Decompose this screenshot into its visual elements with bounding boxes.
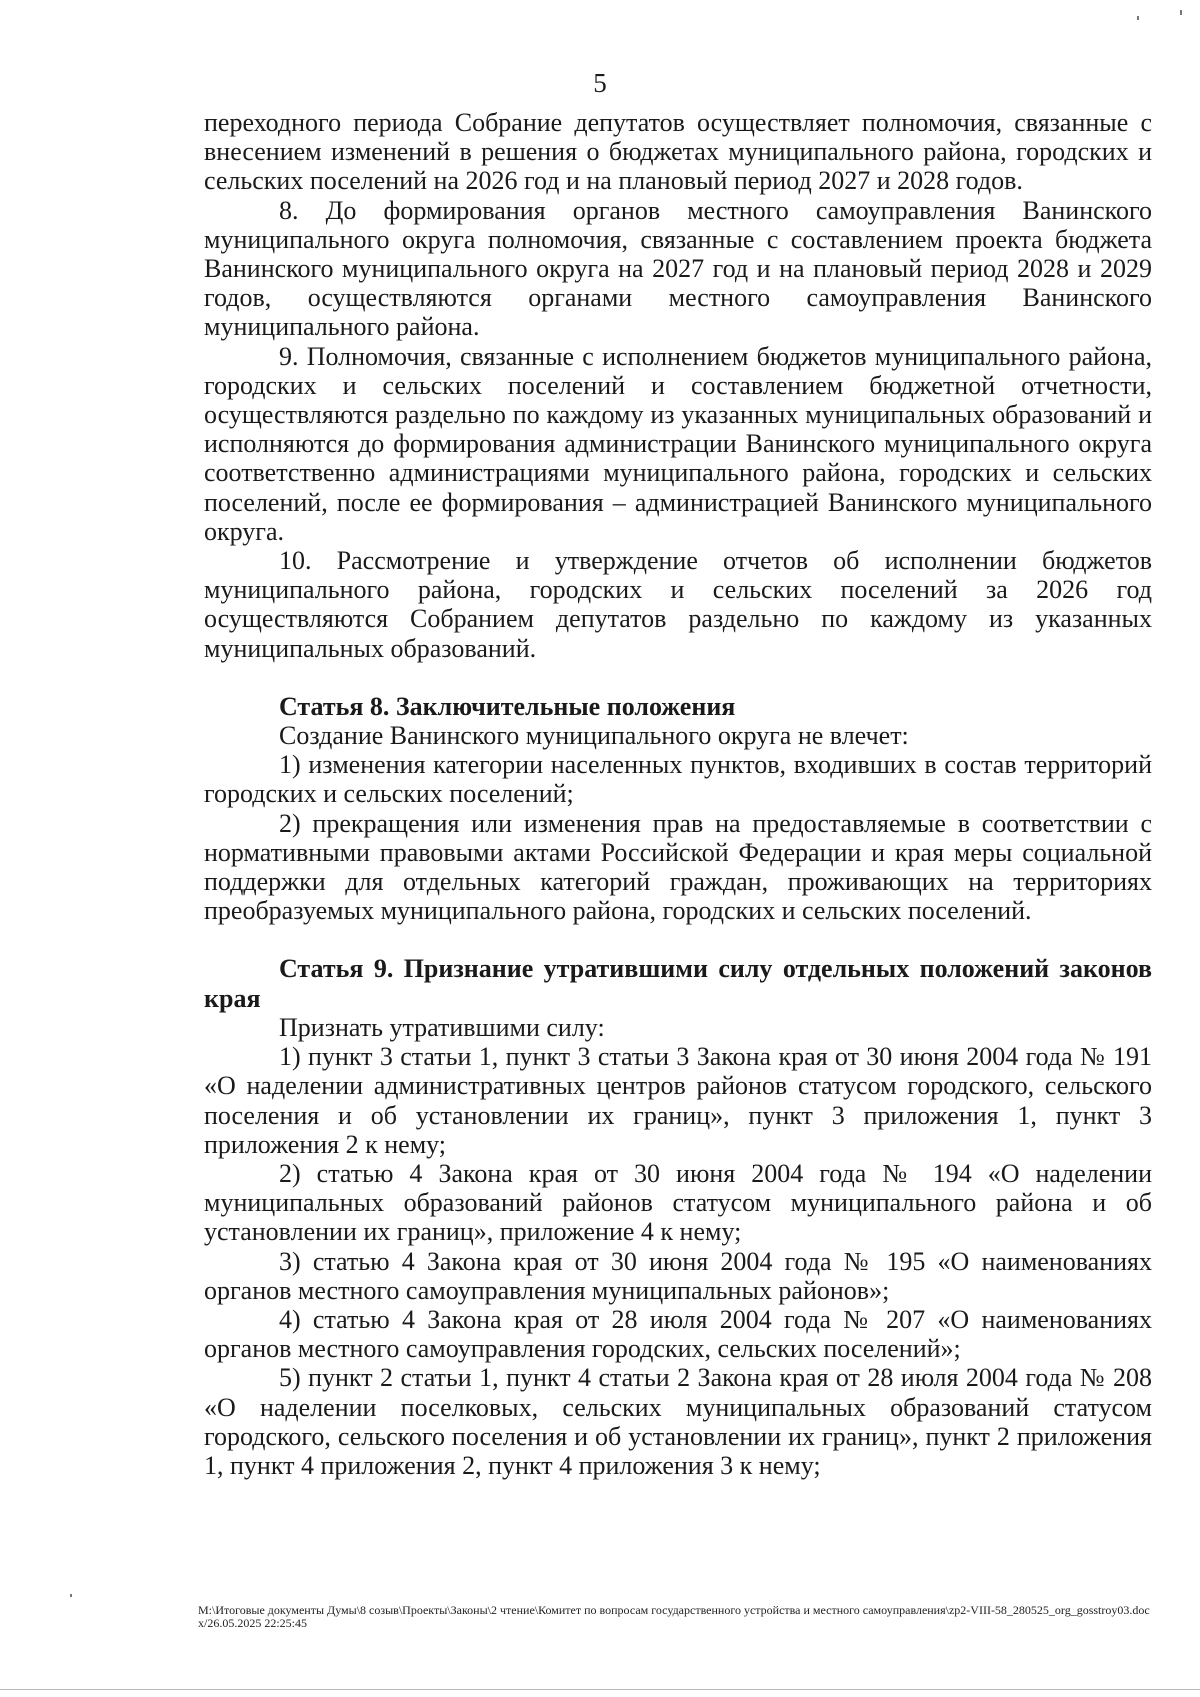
article-9-item-1: 1) пункт 3 статьи 1, пункт 3 статьи 3 Закона края от 30 июня 2004 года № 191 «О наделении административных центров районов статусом городского, сельского поселения и об установлении их границ», пункт 3 приложения 1, пункт 3 приложения 2 к нему; [204,1042,1152,1159]
paragraph-continuation: переходного периода Собрание депутатов осуществляет полномочия, связанные с внесением изменений в решения о бюджетах муниципального района, городских и сельских поселений на 2026 год и на плановый период 2027 и 2028 годов. [204,108,1152,196]
paragraph-item-8: 8. До формирования органов местного самоуправления Ванинского муниципального округа полномочия, связанные с составлением проекта бюджета Ванинского муниципального округа на 2027 год и на плановый период 2028 и 2029 годов, осуществляются органами местного самоуправления Ванинского муниципального района. [204,195,1152,342]
article-9-item-5: 5) пункт 2 статьи 1, пункт 4 статьи 2 Закона края от 28 июля 2004 года № 208 «О наделении поселковых, сельских муниципальных образований статусом городского, сельского поселения и об установлении их границ», пункт 2 приложения 1, пункт 4 приложения 2, пункт 4 приложения 3 к нему; [204,1363,1152,1480]
article-8-heading: Статья 8. Заключительные положения [279,691,736,721]
scan-speck [70,1594,72,1597]
article-9-item-3: 3) статью 4 Закона края от 30 июня 2004 года № 195 «О наименованиях органов местного самоуправления муниципальных районов»; [204,1246,1152,1305]
page-number: 5 [593,68,607,98]
article-8-item-2: 2) прекращения или изменения прав на предоставляемые в соответствии с нормативными правовыми актами Российской Федерации и края меры социальной поддержки для отдельных категорий граждан, проживающих на территориях преобразуемых муниципального района, городских и сельских поселений. [204,808,1152,926]
scan-edge-line [0,1689,1200,1690]
article-9-intro: Признать утратившими силу: [279,1012,605,1042]
article-9-item-4: 4) статью 4 Закона края от 28 июля 2004 года № 207 «О наименованиях органов местного самоуправления городских, сельских поселений»; [204,1304,1152,1364]
paragraph-item-10: 10. Рассмотрение и утверждение отчетов об исполнении бюджетов муниципального района, городских и сельских поселений за 2026 год осуществляются Собранием депутатов раздельно по каждому из указанных муниципальных образований. [204,546,1152,663]
paragraph-item-9: 9. Полномочия, связанные с исполнением бюджетов муниципального района, городских и сельских поселений и составлением бюджетной отчетности, осуществляются раздельно по каждому из указанных муниципальных образований и исполняются до формирования администрации Ванинского муниципального округа соответственно администрациями муниципального района, городских и сельских поселений, после ее формирования – администрацией Ванинского муниципального округа. [204,341,1152,546]
document-body [204,108,1152,1480]
article-9-heading: Статья 9. Признание утратившими силу отдельных положений законов края [204,954,1152,1013]
scan-speck [1180,10,1182,15]
file-path-footer: M:\Итоговые документы Думы\8 созыв\Проекты\Законы\2 чтение\Комитет по вопросам государственного устройства и местного самоуправления\zp2-VIII-58_280525_org_gosstroy03.docx/26.05.2025 22:25:45 [198,1603,1150,1630]
article-8-item-1: 1) изменения категории населенных пунктов, входивших в состав территорий городских и сельских поселений; [204,750,1152,809]
article-9-item-2: 2) статью 4 Закона края от 30 июня 2004 года № 194 «О наделении муниципальных образований районов статусом муниципального района и об установлении их границ», приложение 4 к нему; [204,1158,1152,1247]
article-8-intro: Создание Ванинского муниципального округа не влечет: [279,721,909,751]
scan-speck [1137,16,1139,20]
